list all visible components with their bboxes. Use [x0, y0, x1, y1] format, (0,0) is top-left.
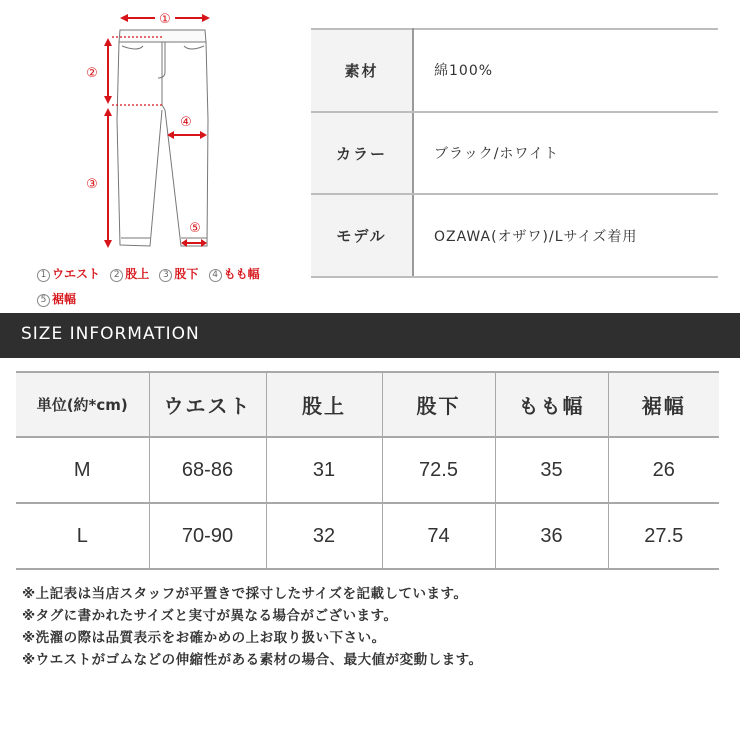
cell-thigh: 35 [495, 437, 608, 503]
legend-item-thigh [209, 262, 260, 287]
legend-label: ウエスト [52, 267, 101, 281]
circled-number-icon: 1 [37, 269, 50, 282]
size-table-header-row [16, 372, 719, 437]
cell-waist: 70-90 [149, 503, 266, 569]
legend-label: もも幅 [223, 267, 260, 281]
size-information-header [0, 313, 740, 358]
legend-label: 裾幅 [52, 292, 77, 306]
table-row [16, 437, 719, 503]
circled-number-icon: 4 [209, 269, 222, 282]
circled-number-icon: 5 [37, 294, 50, 307]
size-table [16, 371, 719, 570]
cell-rise: 32 [266, 503, 382, 569]
size-label: M [16, 437, 149, 503]
cell-hem: 26 [608, 437, 719, 503]
svg-text:③: ③ [86, 177, 98, 192]
cell-waist: 68-86 [149, 437, 266, 503]
header-unit: 単位(約*cm) [16, 372, 149, 437]
circled-number-icon: 3 [159, 269, 172, 282]
legend-item-hem [37, 287, 76, 312]
pants-illustration-icon [0, 0, 300, 265]
spec-label: 素材 [311, 29, 413, 112]
spec-value: ブラック/ホワイト [413, 112, 718, 195]
measurement-diagram [0, 0, 300, 310]
cell-inseam: 72.5 [382, 437, 495, 503]
spec-value: OZAWA(オザワ)/Lサイズ着用 [413, 194, 718, 277]
legend-item-inseam [159, 262, 198, 287]
svg-text:①: ① [159, 12, 171, 27]
spec-label: カラー [311, 112, 413, 195]
legend-item-waist [37, 262, 100, 287]
header-inseam: 股下 [382, 372, 495, 437]
header-waist: ウエスト [149, 372, 266, 437]
spec-row-color [311, 112, 718, 195]
svg-text:②: ② [86, 66, 98, 81]
spec-row-model [311, 194, 718, 277]
table-row [16, 503, 719, 569]
note-line: ※ウエストがゴムなどの伸縮性がある素材の場合、最大値が変動します。 [22, 652, 483, 668]
note-line: ※洗濯の際は品質表示をお確かめの上お取り扱い下さい。 [22, 630, 386, 646]
cell-rise: 31 [266, 437, 382, 503]
measurement-legend [37, 262, 297, 312]
spec-label: モデル [311, 194, 413, 277]
note-line: ※タグに書かれたサイズと実寸が異なる場合がございます。 [22, 608, 398, 624]
note-line: ※上記表は当店スタッフが平置きで採寸したサイズを記載しています。 [22, 586, 468, 602]
product-spec-table [311, 28, 718, 278]
header-thigh: もも幅 [495, 372, 608, 437]
svg-text:④: ④ [180, 115, 192, 130]
cell-hem: 27.5 [608, 503, 719, 569]
legend-item-rise [110, 262, 149, 287]
header-hem: 裾幅 [608, 372, 719, 437]
header-rise: 股上 [266, 372, 382, 437]
spec-row-material [311, 29, 718, 112]
spec-value: 綿100% [413, 29, 718, 112]
legend-label: 股上 [125, 267, 150, 281]
svg-text:⑤: ⑤ [189, 221, 201, 236]
cell-inseam: 74 [382, 503, 495, 569]
section-title: SIZE INFORMATION [21, 324, 200, 344]
legend-label: 股下 [174, 267, 199, 281]
circled-number-icon: 2 [110, 269, 123, 282]
size-label: L [16, 503, 149, 569]
notes [22, 583, 483, 671]
cell-thigh: 36 [495, 503, 608, 569]
